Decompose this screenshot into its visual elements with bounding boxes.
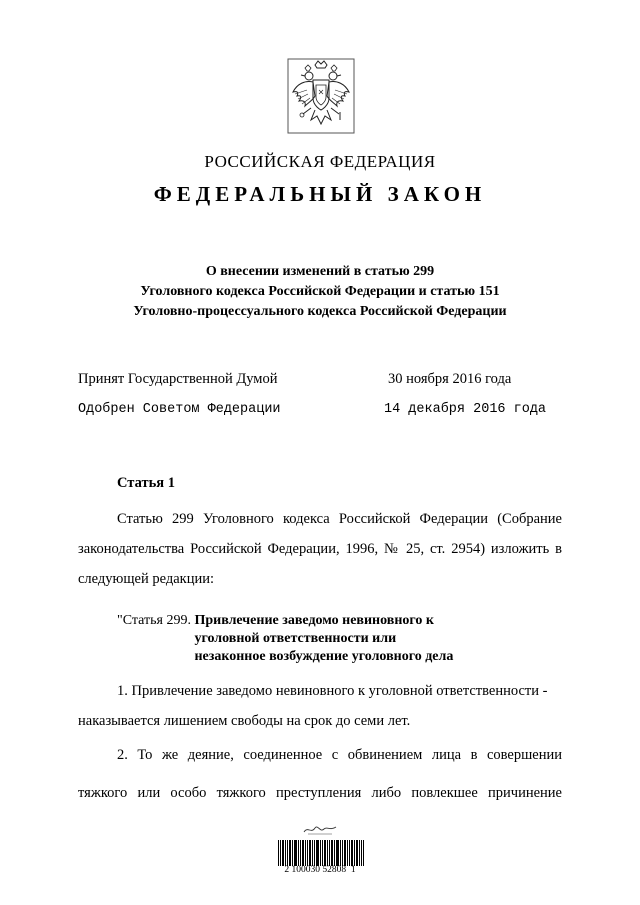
- new-article-title-line: незаконное возбуждение уголовного дела: [194, 649, 454, 664]
- council-approval-date: 14 декабря 2016 года: [384, 402, 547, 417]
- duma-adoption-date: 30 ноября 2016 года: [388, 371, 512, 387]
- paragraph-line: Статью 299 Уголовного кодекса Российской Федерации (Собрание: [117, 511, 562, 527]
- coat-of-arms-emblem: [287, 58, 355, 134]
- new-article-label: "Статья 299.: [117, 613, 191, 628]
- law-title-line: Уголовно-процессуального кодекса Российской Федерации: [133, 304, 507, 319]
- paragraph-line: тяжкого или особо тяжкого преступления либо повлекшее причинение: [78, 785, 562, 801]
- paragraph-line: законодательства Российской Федерации, 1996, № 25, ст. 2954) изложить в: [78, 541, 562, 557]
- barcode: [278, 840, 364, 866]
- paragraph-line: 2. То же деяние, соединенное с обвинением лица в совершении: [117, 747, 562, 763]
- law-type-title: ФЕДЕРАЛЬНЫЙ ЗАКОН: [153, 182, 487, 206]
- signature-mark: [302, 822, 338, 836]
- new-article-title: [194, 612, 453, 666]
- law-title-line: Уголовного кодекса Российской Федерации и статью 151: [140, 284, 500, 299]
- new-article-title-line: Привлечение заведомо невиновного к: [194, 613, 434, 628]
- barcode-number: 2 100030 52808 1: [284, 865, 356, 875]
- article-299-part-2: [78, 740, 562, 808]
- law-title: [0, 262, 640, 322]
- article-1-heading: Статья 1: [117, 475, 175, 491]
- paragraph-line: следующей редакции:: [78, 571, 215, 587]
- article-1-intro: [78, 504, 562, 594]
- article-299-part-1: [78, 676, 562, 738]
- council-approval-label: Одобрен Советом Федерации: [78, 402, 281, 417]
- country-name: РОССИЙСКАЯ ФЕДЕРАЦИЯ: [204, 152, 436, 171]
- law-title-line: О внесении изменений в статью 299: [205, 264, 435, 279]
- new-article-299-heading: [117, 612, 453, 666]
- new-article-title-line: уголовной ответственности или: [194, 631, 397, 646]
- paragraph-line: наказывается лишением свободы на срок до семи лет.: [78, 713, 411, 729]
- paragraph-line: 1. Привлечение заведомо невиновного к уголовной ответственности -: [117, 683, 548, 699]
- duma-adoption-label: Принят Государственной Думой: [78, 371, 278, 387]
